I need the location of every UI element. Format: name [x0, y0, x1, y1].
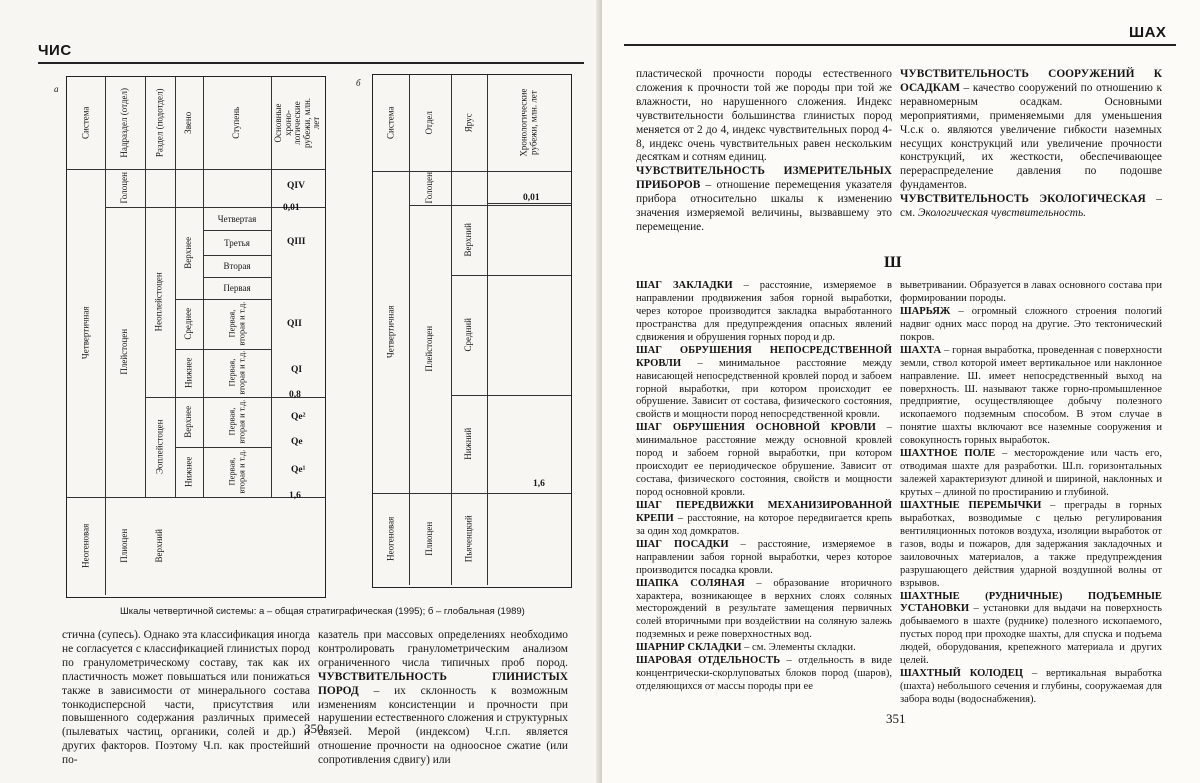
pliocene-a: Плиоцен [119, 529, 130, 563]
index-qe2: Qe² [291, 412, 306, 422]
stage-second: Вторая [223, 261, 251, 271]
page-number-right: 351 [886, 711, 906, 726]
stage-first: Первая [223, 283, 251, 293]
zveno-eo-upper: Верхнее [183, 406, 194, 438]
boundary-001-a: 0,01 [283, 203, 300, 213]
term-sensitivity-clay: ЧУВСТВИТЕЛЬНОСТЬ ГЛИНИСТЫХ ПОРОД [318, 670, 568, 697]
term-sensitivity-instruments: ЧУВСТВИТЕЛЬНОСТЬ ИЗМЕРИТЕЛЬНЫХ ПРИБОРОВ [636, 165, 892, 192]
entry-body: – минимальное расстояние между основной кровлей пород и забоем горной выработки, при котором происходит ее периодическое обрушение. Зависит от состава, физического состояния, свойств и мощности пород основной кровли. [636, 422, 892, 498]
figure-label-b: б [356, 78, 361, 88]
yarus-upper: Верхний [463, 223, 474, 257]
entry-body: – см. Элементы складки. [741, 642, 856, 654]
stage-third: Третья [224, 237, 250, 248]
running-head-left: ЧИС [38, 42, 72, 59]
pleistocene-b: Плейстоцен [424, 326, 435, 372]
index-q2: QII [287, 319, 302, 329]
left-col-1-text: стична (супесь). Однако эта классификация иногда не согласуется с классификацией глинистых пород по гранулометрическому составу, так как их пластичность может повышаться или понижаться также в зависимости от минерального состава тонкодисперсной части, присутствия или повышенного содержания различных примесей (пылеватых частиц, органики, солей и др.) и других факторов. Поэтому Ч.п. как простейший по- [62, 629, 310, 767]
stage-middle-list: Первая, вторая и т.д. [226, 301, 246, 347]
entry-body: – расстояние, измеряемое в направлении продвижения забоя горной выработки, через которое производится закладка выработанного пространства для предупреждения опасных явлений сдвижения и обрушения горных пород и др. [636, 280, 892, 343]
left-col-2-text-b: – их склонность к возможным изменениям консистенции и прочности при нарушении естественного сложения и структурных связей. Мерой (индексом) Ч.г.п. является отношение прочности на одноосное сжатие (или сопротивления сдвигу) или [318, 684, 568, 767]
index-qe: Qe [291, 437, 303, 447]
header-rule-right [624, 44, 1176, 46]
header-zveno: Звено [183, 111, 194, 135]
header-rule [38, 62, 584, 64]
zveno-eo-lower: Нижнее [183, 456, 194, 488]
entry-term: ШАРНИР СКЛАДКИ [636, 642, 742, 654]
entries-col2-intro: выветривании. Образуется в лавах основного состава при формировании породы. [900, 280, 1162, 304]
yarus-lower: Нижний [463, 428, 474, 460]
sensitivity-instruments-body: – отношение перемещения указателя прибора относительно шкалы к изменению значения измеряемой величины, вызвавшему это перемещение. [636, 179, 892, 233]
figure-caption: Шкалы четвертичной системы: а – общая стратиграфическая (1995); б – глобальная (1989) [120, 606, 525, 617]
stage-fourth: Четвертая [217, 213, 257, 224]
index-q3: QIII [287, 237, 306, 247]
entry-term: ШАГ ПЕРЕДВИЖКИ МЕХАНИЗИРОВАННОЙ КРЕПИ [636, 499, 892, 524]
entry-term: ШАГ ПОСАДКИ [636, 538, 729, 550]
entry-body: – вертикальная выработка (шахта) небольшого сечения и глубины, сооружаемая для забора воды (водоснабжения). [900, 668, 1162, 705]
right-page [602, 0, 1200, 783]
razdel-upper: Верхний [154, 529, 165, 563]
term-sensitivity-ecological: ЧУВСТВИТЕЛЬНОСТЬ ЭКОЛОГИЧЕСКАЯ [900, 193, 1146, 206]
yarus-piacenzian: Пьяченцкий [463, 515, 474, 563]
header-nadrazdel: Надраздел (отдел) [119, 88, 130, 158]
global-table-b [372, 74, 572, 588]
holocene-a: Голоцен [119, 172, 130, 204]
left-col-2 [318, 629, 568, 768]
system-neogene-b: Неогеновая [385, 516, 396, 562]
entry-body: – образование вторичного характера, возникающее в верхних слоях соляных месторождений в результате замещения первичных солей вторичными при воздействии на соляную залежь подземных и реже поверхностных вод. [636, 577, 892, 641]
entry-body: – огромный сложного строения пологий надвиг одних масс пород на другие. Это тектонический покров. [900, 305, 1162, 343]
entry-body: – месторождение или часть его, отводимая шахте для разработки. Ш.п. горизонтальных залежей характеризуют длиной и шириной, наклонных и крутых – длиной по простиранию и глубиной. [900, 448, 1163, 498]
system-quaternary-b: Четвертичная [385, 305, 396, 359]
index-q4: QIV [287, 181, 305, 191]
zveno-middle: Среднее [183, 308, 194, 340]
right-entries-col-2 [900, 280, 1162, 707]
right-top-col-1 [636, 68, 892, 235]
header-chrono-b: Хронологические рубежи, млн. лет [518, 88, 538, 158]
stage-eo-lower-list: Первая, вторая и т.д. [226, 449, 246, 495]
left-col-1 [62, 629, 310, 768]
entry-term: ШАРЬЯЖ [900, 305, 951, 317]
boundary-001-b: 0,01 [523, 193, 540, 203]
stage-eo-upper-list: Первая, вторая и т.д. [226, 399, 246, 445]
sensitivity-ecological-body: – см. [900, 193, 1163, 220]
eopleistocene: Эоплейстоцен [154, 419, 165, 475]
entry-term: ШАХТНЫЕ ПЕРЕМЫЧКИ [900, 499, 1042, 511]
zveno-upper: Верхнее [183, 237, 194, 269]
header-system-b: Система [385, 106, 396, 140]
header-otdel-b: Отдел [424, 111, 435, 135]
right-top-col-2 [900, 68, 1162, 221]
entry-term: ШАХТНЫЕ (РУДНИЧНЫЕ) ПОДЪЕМНЫЕ УСТАНОВКИ [900, 590, 1162, 615]
running-head-right: ШАХ [1129, 24, 1167, 41]
right-entries-col-1 [636, 280, 892, 694]
boundary-08: 0,8 [289, 390, 301, 400]
entry-term: ШАХТНЫЙ КОЛОДЕЦ [900, 668, 1024, 680]
zveno-lower: Нижнее [183, 357, 194, 389]
entry-term: ШАРОВАЯ ОТДЕЛЬНОСТЬ [636, 655, 781, 667]
pleistocene-a: Плейстоцен [119, 329, 130, 375]
stage-lower-list: Первая, вторая и т.д. [226, 350, 246, 396]
entry-body: – расстояние, на которое передвигается крепь за один ход домкратов. [636, 512, 892, 537]
header-system: Система [80, 106, 91, 140]
figure-label-a: а [54, 84, 59, 94]
term-sensitivity-structures: ЧУВСТВИТЕЛЬНОСТЬ СООРУЖЕНИЙ К ОСАДКАМ [900, 68, 1162, 94]
index-qe1: Qe¹ [291, 465, 306, 475]
system-quaternary-a: Четвертичная [80, 306, 91, 360]
sensitivity-structures-body: – качество сооружений по отношению к неравномерным осадкам. Основными мероприятиями, применяемыми для уменьшения Ч.с.к о. являются увеличение гибкости наземных несущих конструкций или увеличение прочности конструкций, их жесткости, обеспечивающее перераспределение давления по подошве фундаментов. [900, 81, 1162, 192]
holocene-b: Голоцен [424, 172, 435, 204]
entry-term: ШАГ ЗАКЛАДКИ [636, 280, 733, 291]
entry-term: ШАХТА [900, 344, 942, 356]
entry-body: – преграды в горных выработках, возводимые с целью регулирования вентиляционных потоков воздуха, изоляции выработок от газов, воды и пожаров, для задержания закладочных и заиловочных материалов, а также предупреждения разрушающего действия ударной воздушной волны от взрывов. [900, 499, 1162, 589]
header-chrono-a: Основные хроно-логические рубежи, млн. лет [273, 98, 322, 149]
system-neogene-a: Неогеновая [80, 523, 91, 569]
entry-body: – отдельность в виде концентрически-скорлуповатых блоков пород (шаров), отделяющихся от массы породы при ее [636, 655, 892, 693]
entry-term: ШАПКА СОЛЯНАЯ [636, 577, 745, 589]
right-top-intro: пластической прочности породы естественного сложения к прочности той же породы при той же влажности, но нарушенного сложения. Индекс чувствительности большинства глинистых пород меняется от 2 до 4, индекс чувствительных пород 4-8, индекс очень чувствительных равен нескольким десяткам и сотням единиц. [636, 68, 892, 164]
entry-term: ШАГ ОБРУШЕНИЯ НЕПОСРЕДСТВЕННОЙ КРОВЛИ [636, 344, 892, 369]
entry-body: – минимальное расстояние между нависающей непосредственной кровлей пород и забоем горной выработки, при котором происходит ее обрушение. Зависит от состава, физического состояния, свойств и мощности пород непосредственной кровли. [636, 357, 892, 421]
entry-term: ШАХТНОЕ ПОЛЕ [900, 448, 996, 460]
boundary-16-a: 1,6 [289, 491, 301, 501]
index-q1: QI [291, 365, 303, 375]
page-number-left: 350 [304, 721, 324, 736]
section-letter: Ш [884, 254, 902, 271]
header-razdel: Раздел (подотдел) [154, 88, 165, 158]
entry-term: ШАГ ОБРУШЕНИЯ ОСНОВНОЙ КРОВЛИ [636, 422, 876, 434]
header-yarus-b: Ярус [463, 113, 474, 133]
entry-body: – установки для выдачи на поверхность добываемого в шахте (руднике) полезного ископаемого, пустых пород при проходке шахты, для спуска и подъема людей, оборудования, крепежного материала и других целей. [900, 603, 1162, 667]
stratigraphic-table-a [66, 76, 326, 598]
ecological-reference: Экологическая чувствительность. [917, 207, 1086, 220]
yarus-middle: Средний [463, 318, 474, 352]
left-col-2-text-a: казатель при массовых определениях необходимо контролировать гранулометрическим анализом ограниченного числа типичных проб пород. [318, 629, 568, 669]
entry-body: – горная выработка, проведенная с поверхности земли, ствол которой имеет вертикальное или наклонное направление. Ш. имеет непосредственный выход на поверхность. Ш. называют также горно-промышленное предприятие, осуществляющее добычу полезного ископаемого подземным способом. В этом случае в понятие шахты включают все наземные сооружения и совокупность горных выработок. [900, 344, 1162, 447]
entry-body: – расстояние, измеряемое в направлении забоя горной выработки, через которое производится посадка кровли. [636, 538, 892, 576]
header-stage: Ступень [231, 107, 242, 139]
pliocene-b: Плиоцен [424, 522, 435, 556]
neopleistocene: Неоплейстоцен [154, 272, 165, 332]
boundary-16-b: 1,6 [533, 479, 545, 489]
